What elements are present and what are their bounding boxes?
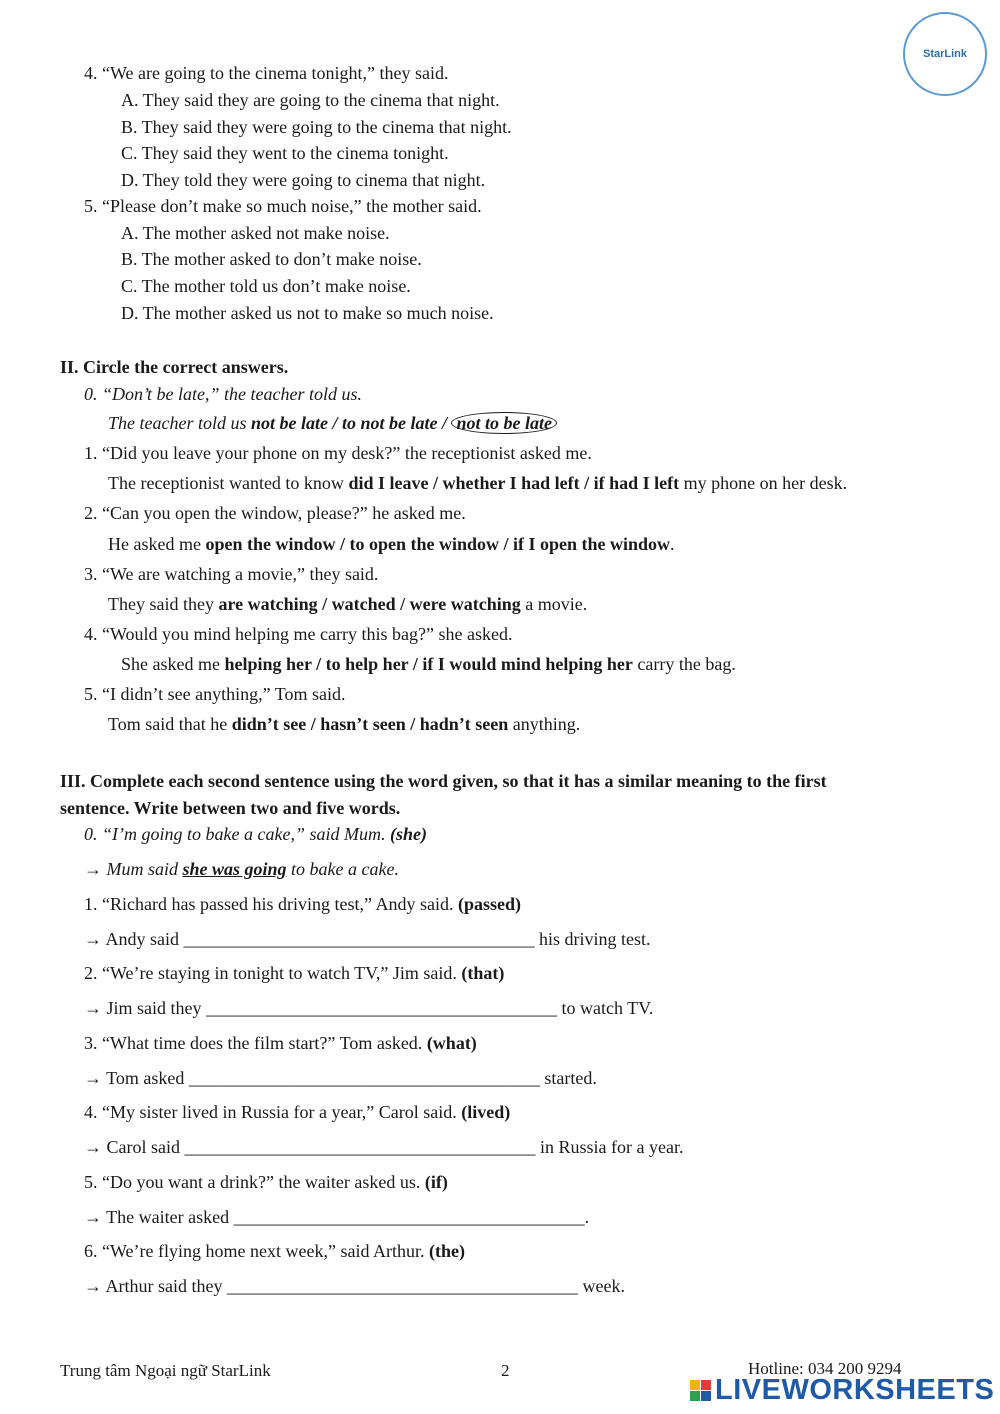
example-circled-answer: not to be late [451, 412, 557, 434]
a6-suffix: week. [577, 1276, 625, 1296]
question-4-option-b: B. They said they were going to the cinema that night. [121, 117, 512, 137]
a4-choices[interactable]: helping her / to help her / if I would mind helping her [224, 654, 633, 674]
a3-choices[interactable]: are watching / watched / were watching [218, 594, 521, 614]
section-3-example-question [84, 823, 427, 845]
a3-suffix: started. [539, 1068, 597, 1088]
q4-word: (lived) [461, 1102, 511, 1122]
logo-square [690, 1380, 700, 1390]
a3-suffix: a movie. [520, 594, 588, 614]
a1-prefix: The receptionist wanted to know [108, 473, 349, 493]
a4-prefix: She asked me [121, 654, 225, 674]
section-3-a5 [84, 1206, 589, 1228]
example-a-answer: she was going [182, 859, 287, 879]
a4-prefix: → Carol said [84, 1137, 185, 1157]
question-5-option-a: A. The mother asked not make noise. [121, 223, 390, 243]
a5-suffix: . [584, 1207, 590, 1227]
q1-word: (passed) [457, 894, 521, 914]
example-a-suffix: to bake a cake. [286, 859, 399, 879]
question-5-option-c: C. The mother told us don’t make noise. [121, 276, 411, 296]
example-q-word: (she) [389, 824, 427, 844]
q5-word: (if) [424, 1172, 448, 1192]
section-2-q4: 4. “Would you mind helping me carry this bag?” she asked. [84, 624, 513, 644]
section-3-a6 [84, 1275, 625, 1297]
q6-text: 6. “We’re flying home next week,” said Arthur. [84, 1241, 429, 1261]
section-3-a4 [84, 1136, 683, 1158]
q2-word: (that) [461, 963, 505, 983]
a1-choices[interactable]: did I leave / whether I had left / if had I left [348, 473, 680, 493]
section-2-q2: 2. “Can you open the window, please?” he asked me. [84, 503, 466, 523]
section-3-q2 [84, 962, 504, 984]
q3-word: (what) [426, 1033, 477, 1053]
a2-choices[interactable]: open the window / to open the window / if I open the window [205, 534, 671, 554]
logo-square [701, 1391, 711, 1401]
section-2-a5 [108, 713, 580, 735]
a5-suffix: anything. [508, 714, 581, 734]
liveworksheets-watermark [690, 1374, 994, 1407]
footer-hotline: Hotline: 034 200 9294 [748, 1359, 902, 1378]
a4-suffix: carry the bag. [632, 654, 736, 674]
a5-choices[interactable]: didn’t see / hasn’t seen / hadn’t seen [231, 714, 509, 734]
a3-blank[interactable]: _______________________________________ [188, 1068, 540, 1088]
section-2-q1: 1. “Did you leave your phone on my desk?” the receptionist asked me. [84, 443, 592, 463]
question-5-stem: 5. “Please don’t make so much noise,” the mother said. [84, 196, 482, 216]
a4-blank[interactable]: _______________________________________ [184, 1137, 536, 1157]
liveworksheets-text: LIVEWORKSHEETS [715, 1374, 995, 1406]
question-4-option-c: C. They said they went to the cinema tonight. [121, 143, 449, 163]
a2-prefix: → Jim said they [84, 998, 206, 1018]
q4-text: 4. “My sister lived in Russia for a year,” Carol said. [84, 1102, 462, 1122]
section-2-a4 [121, 653, 736, 675]
question-4-option-a: A. They said they are going to the cinema that night. [121, 90, 500, 110]
a2-prefix: He asked me [108, 534, 206, 554]
section-3-a2 [84, 997, 653, 1019]
a3-prefix: → Tom asked [84, 1068, 189, 1088]
page-number: 2 [501, 1361, 510, 1380]
q2-text: 2. “We’re staying in tonight to watch TV,” Jim said. [84, 963, 462, 983]
section-3-a1 [84, 928, 651, 950]
a1-blank[interactable]: _______________________________________ [183, 929, 535, 949]
logo-square [701, 1380, 711, 1390]
section-3-q1 [84, 893, 521, 915]
a5-blank[interactable]: _______________________________________ [233, 1207, 585, 1227]
logo-text: StarLink [922, 48, 967, 60]
a3-prefix: They said they [108, 594, 219, 614]
question-4-stem: 4. “We are going to the cinema tonight,” they said. [84, 63, 449, 83]
section-3-q5 [84, 1171, 448, 1193]
section-2-a1 [108, 472, 847, 494]
section-2-q5: 5. “I didn’t see anything,” Tom said. [84, 684, 346, 704]
a2-suffix: to watch TV. [557, 998, 654, 1018]
example-options: not be late / to not be late / [250, 413, 452, 433]
q3-text: 3. “What time does the film start?” Tom asked. [84, 1033, 427, 1053]
a1-prefix: → Andy said [84, 929, 184, 949]
question-5-option-b: B. The mother asked to don’t make noise. [121, 249, 422, 269]
a1-suffix: my phone on her desk. [679, 473, 848, 493]
section-2-a2 [108, 533, 675, 555]
section-2-a3 [108, 593, 587, 615]
starlink-logo [903, 12, 987, 96]
section-2-example-question: 0. “Don’t be late,” the teacher told us. [84, 384, 362, 404]
question-4-option-d: D. They told they were going to cinema that night. [121, 170, 486, 190]
a1-suffix: his driving test. [534, 929, 651, 949]
q5-text: 5. “Do you want a drink?” the waiter asked us. [84, 1172, 425, 1192]
example-prefix: The teacher told us [108, 413, 251, 433]
example-a-prefix: → Mum said [84, 859, 183, 879]
section-3-example-answer [84, 858, 399, 880]
q1-text: 1. “Richard has passed his driving test,” Andy said. [84, 894, 458, 914]
q6-word: (the) [428, 1241, 465, 1261]
section-3-q3 [84, 1032, 477, 1054]
section-3-heading-line2: sentence. Write between two and five words. [60, 798, 401, 818]
question-5-option-d: D. The mother asked us not to make so much noise. [121, 303, 494, 323]
liveworksheets-logo-icon [690, 1380, 711, 1401]
section-3-heading-line1: III. Complete each second sentence using the word given, so that it has a similar meaning to the first [60, 771, 827, 791]
section-3-a3 [84, 1067, 597, 1089]
a2-blank[interactable]: _______________________________________ [206, 998, 557, 1018]
a4-suffix: in Russia for a year. [535, 1137, 684, 1157]
section-2-heading: II. Circle the correct answers. [60, 357, 289, 377]
a5-prefix: Tom said that he [108, 714, 232, 734]
section-2-example-answer [108, 412, 557, 434]
section-3-q6 [84, 1240, 465, 1262]
section-3-q4 [84, 1101, 510, 1123]
example-q-text: 0. “I’m going to bake a cake,” said Mum. [84, 824, 390, 844]
a5-prefix: → The waiter asked [84, 1207, 234, 1227]
a6-blank[interactable]: _______________________________________ [226, 1276, 578, 1296]
a2-suffix: . [670, 534, 675, 554]
logo-square [690, 1391, 700, 1401]
section-2-q3: 3. “We are watching a movie,” they said. [84, 564, 379, 584]
a6-prefix: → Arthur said they [84, 1276, 227, 1296]
footer-center-name: Trung tâm Ngoại ngữ StarLink [60, 1361, 271, 1380]
